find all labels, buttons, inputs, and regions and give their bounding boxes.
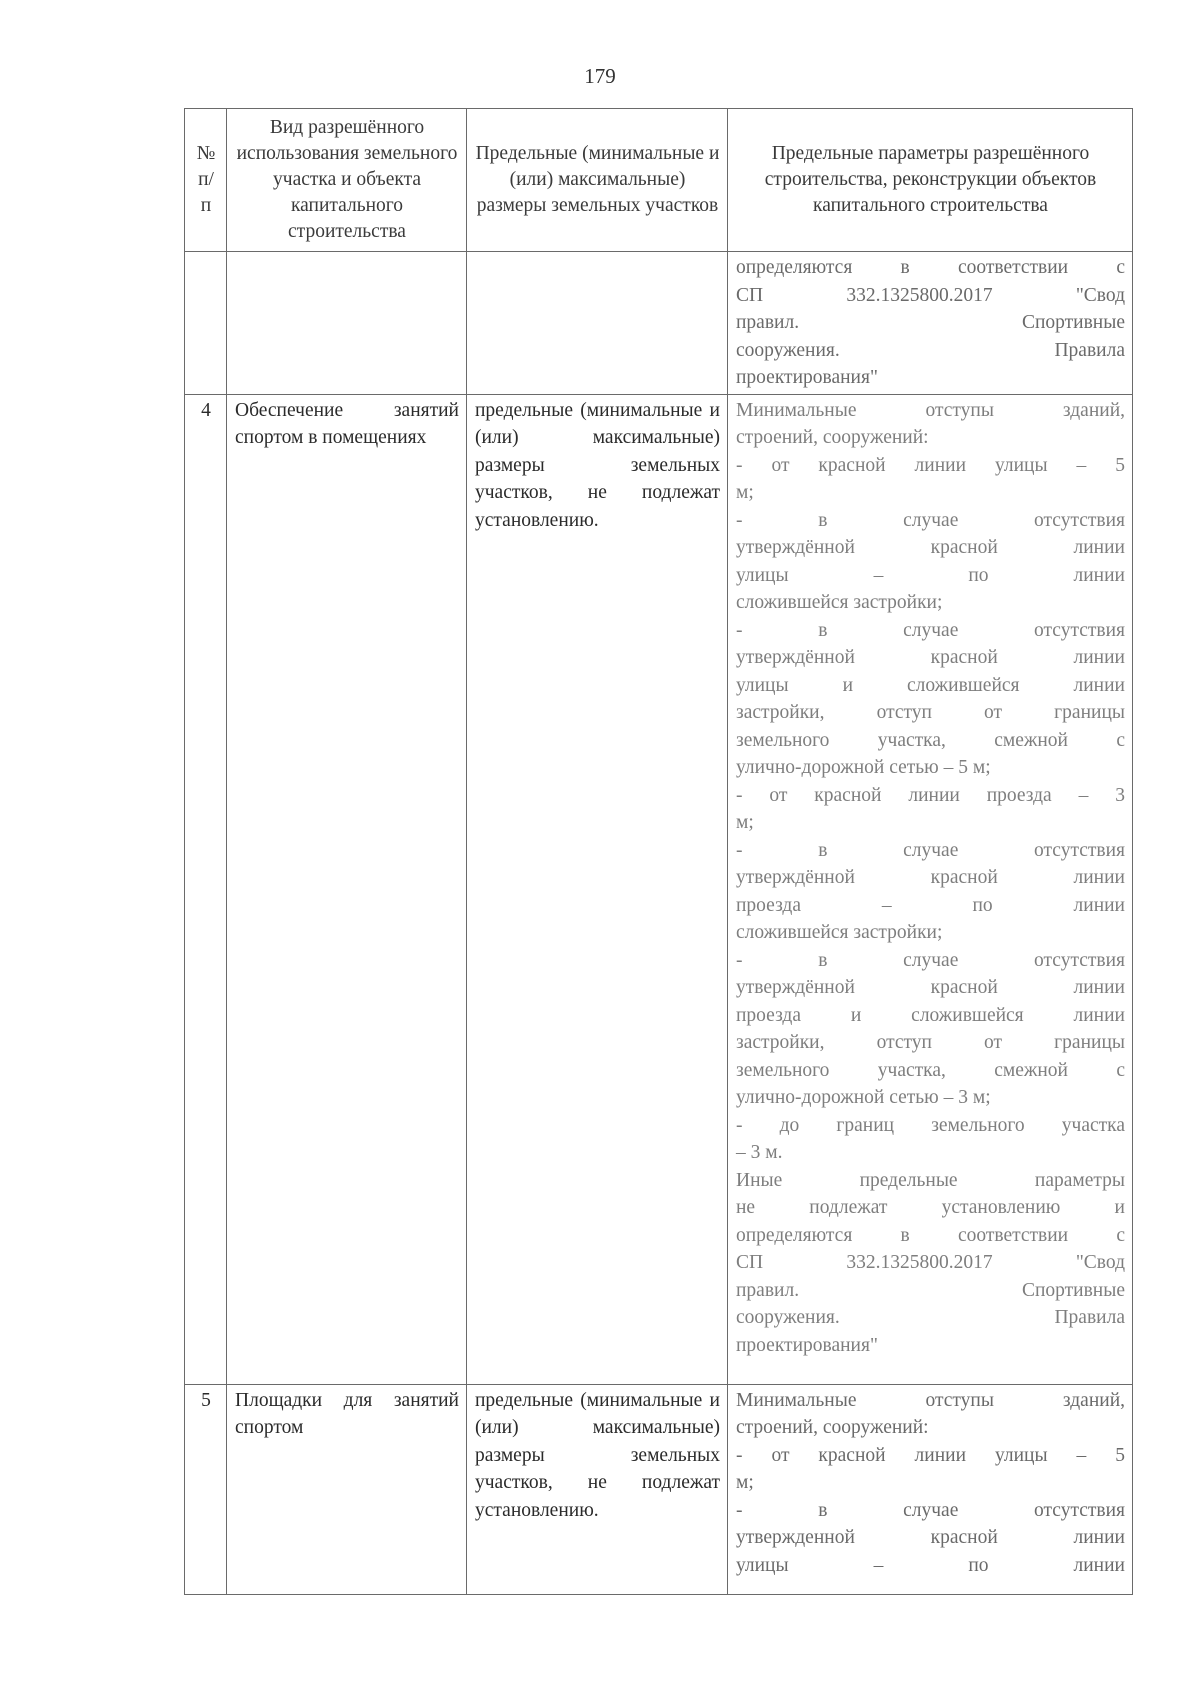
params-line: м; <box>736 1472 754 1493</box>
row-size <box>467 252 728 395</box>
params-line: проезда и сложившейся линии <box>736 1004 1125 1026</box>
params-line: - в случае отсутствия <box>736 619 1125 641</box>
row-num: 4 <box>185 394 227 1384</box>
params-line: - от красной линии проезда – 3 <box>736 784 1125 806</box>
params-line: м; <box>736 812 754 833</box>
row-num: 5 <box>185 1384 227 1594</box>
params-line: земельного участка, смежной с <box>736 729 1125 751</box>
params-line: утвержденной красной линии <box>736 1527 1125 1548</box>
row-params <box>728 1384 1133 1594</box>
header-use: Вид разрешённого использования земельного участка и объекта капитального строительства <box>227 109 467 252</box>
params-line: – 3 м. <box>736 1142 783 1163</box>
header-size: Предельные (минимальные и (или) максимальные) размеры земельных участков <box>467 109 728 252</box>
row-params <box>728 394 1133 1384</box>
params-line: определяются в соответствии с <box>736 1224 1125 1246</box>
params-line: Минимальные отступы зданий, <box>736 399 1125 421</box>
table-row <box>185 1384 1133 1594</box>
params-line: сложившейся застройки; <box>736 592 943 613</box>
params-line: не подлежат установлению и <box>736 1197 1125 1218</box>
params-line: сооружения. Правила <box>736 339 1125 361</box>
params-line: Иные предельные параметры <box>736 1169 1125 1191</box>
params-line: сложившейся застройки; <box>736 922 943 943</box>
row-size: предельные (минимальные и (или) максимальные) размеры земельных участков, не подлежат установлению. <box>467 394 728 1384</box>
params-line: застройки, отступ от границы <box>736 1032 1125 1053</box>
params-line: м; <box>736 482 754 503</box>
page-number: 179 <box>584 64 616 88</box>
params-line: Минимальные отступы зданий, <box>736 1389 1125 1411</box>
table-row <box>185 394 1133 1384</box>
params-line: правил. Спортивные <box>736 312 1125 333</box>
params-line: сооружения. Правила <box>736 1307 1125 1328</box>
row-params <box>728 252 1133 395</box>
header-num: № п/п <box>185 109 227 252</box>
params-line: утверждённой красной линии <box>736 537 1125 558</box>
params-line: - в случае отсутствия <box>736 949 1125 971</box>
row-size: предельные (минимальные и (или) максимальные) размеры земельных участков, не подлежат установлению. <box>467 1384 728 1594</box>
params-line: утверждённой красной линии <box>736 867 1125 888</box>
params-line: утверждённой красной линии <box>736 647 1125 668</box>
params-line: - в случае отсутствия <box>736 839 1125 861</box>
params-line: - от красной линии улицы – 5 <box>736 1444 1125 1466</box>
params-line: утверждённой красной линии <box>736 977 1125 998</box>
params-line: застройки, отступ от границы <box>736 702 1125 723</box>
params-line: улично-дорожной сетью – 5 м; <box>736 757 991 778</box>
params-line: земельного участка, смежной с <box>736 1059 1125 1081</box>
row-use: Площадки для занятий спортом <box>227 1384 467 1594</box>
table-row <box>185 252 1133 395</box>
params-line: - до границ земельного участка <box>736 1114 1125 1136</box>
params-line: улицы – по линии <box>736 1554 1125 1576</box>
params-line: СП 332.1325800.2017 "Свод <box>736 284 1125 306</box>
params-line: правил. Спортивные <box>736 1279 1125 1301</box>
params-line: улицы и сложившейся линии <box>736 674 1125 696</box>
params-line: проектирования" <box>736 1334 878 1356</box>
regulations-table <box>184 108 1133 1595</box>
header-params: Предельные параметры разрешённого строительства, реконструкции объектов капитального строительства <box>728 109 1133 252</box>
row-num <box>185 252 227 395</box>
params-line: - в случае отсутствия <box>736 509 1125 531</box>
row-use: Обеспечение занятий спортом в помещениях <box>227 394 467 1384</box>
table-header-row <box>185 109 1133 252</box>
params-line: строений, сооружений: <box>736 1417 929 1438</box>
params-line: СП 332.1325800.2017 "Свод <box>736 1252 1125 1273</box>
params-line: определяются в соответствии с <box>736 257 1125 278</box>
params-line: - от красной линии улицы – 5 <box>736 454 1125 476</box>
params-line: улично-дорожной сетью – 3 м; <box>736 1087 991 1108</box>
params-line: проезда – по линии <box>736 894 1125 916</box>
params-line: строений, сооружений: <box>736 427 929 448</box>
params-line: улицы – по линии <box>736 564 1125 586</box>
params-line: - в случае отсутствия <box>736 1499 1125 1521</box>
params-line: проектирования" <box>736 367 878 388</box>
row-use <box>227 252 467 395</box>
